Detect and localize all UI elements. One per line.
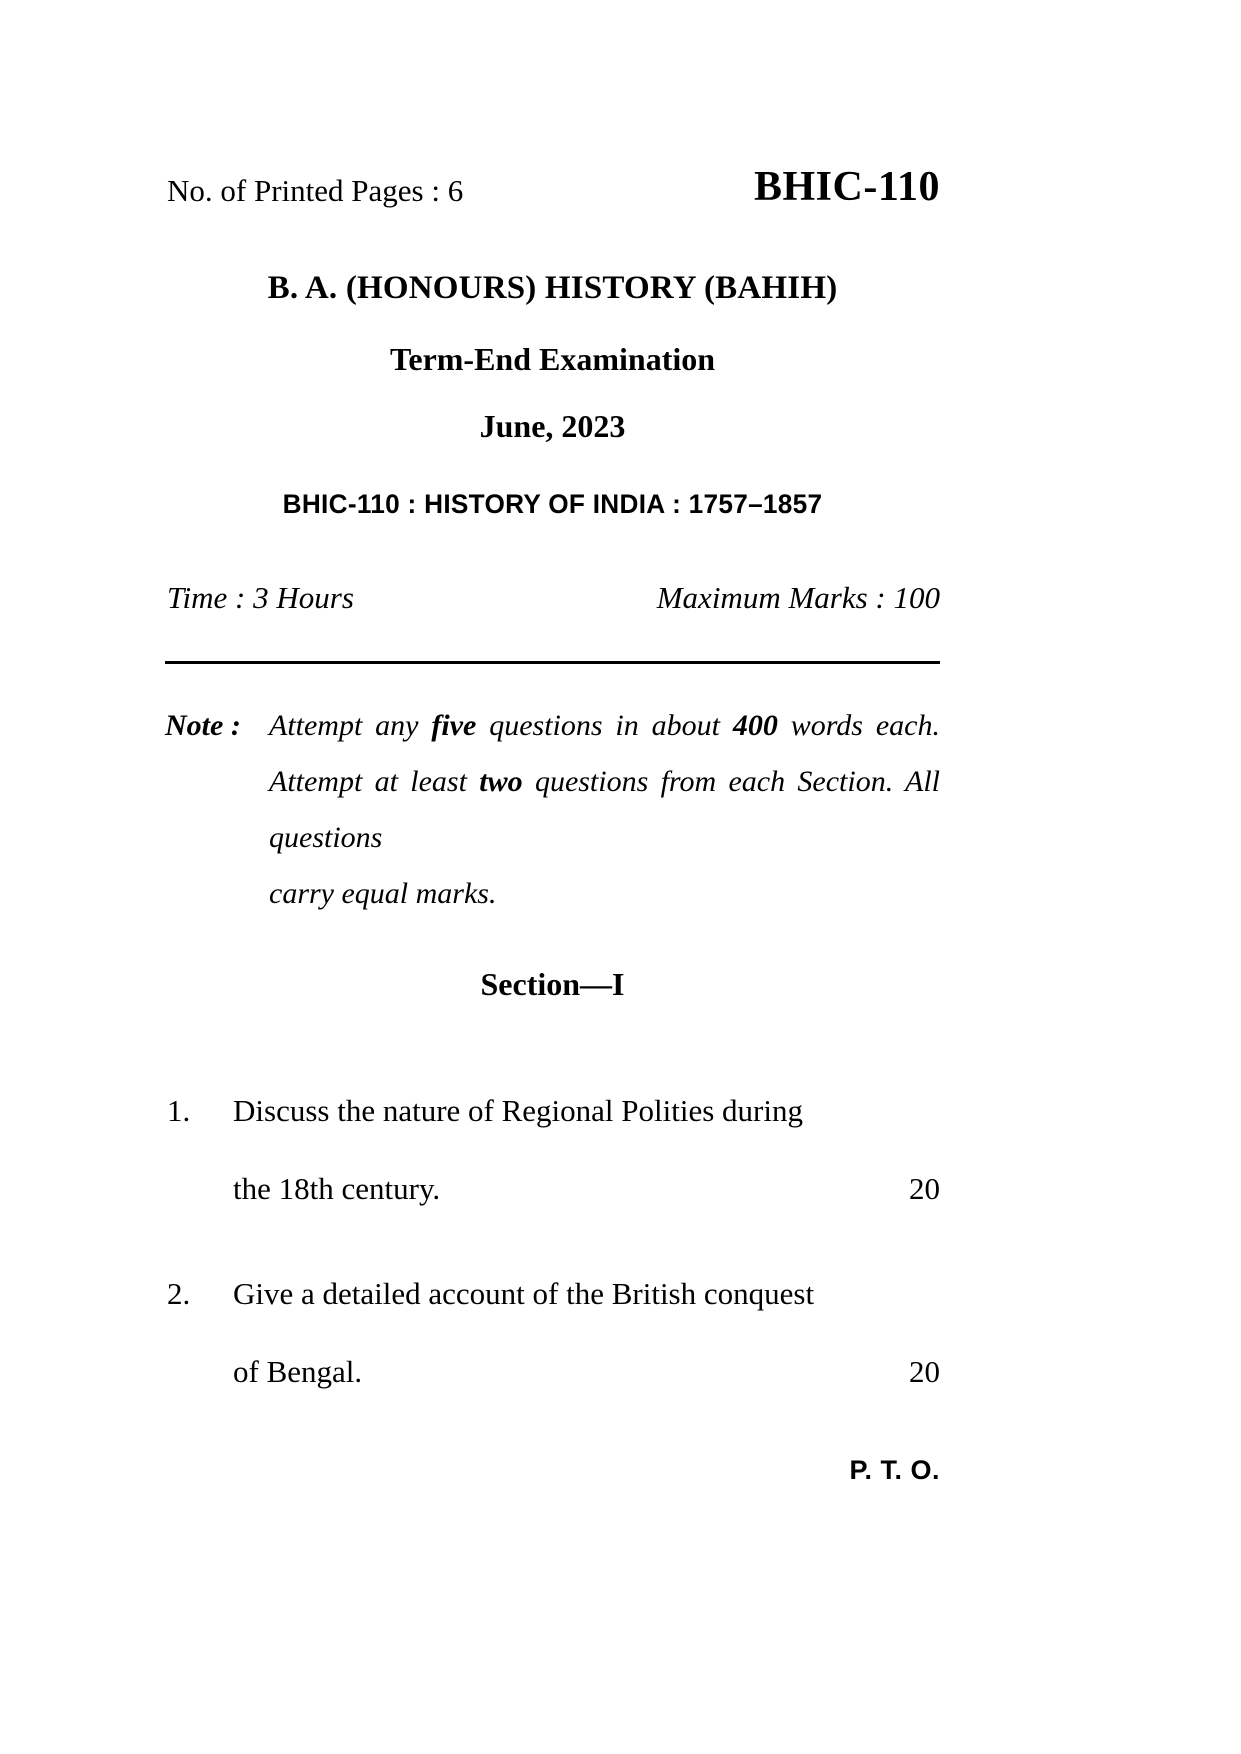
question-last-line: [233, 1150, 940, 1228]
page-turn-over-label: P. T. O.: [849, 1455, 940, 1485]
note-label: Note :: [165, 709, 241, 742]
question-text-line: Give a detailed account of the British conquest: [233, 1276, 815, 1311]
question-text-line: Discuss the nature of Regional Polities during: [233, 1093, 803, 1128]
question-last-line: [233, 1333, 940, 1411]
exam-meta-row: [165, 580, 940, 624]
page-header: [165, 163, 940, 223]
question-item: [165, 1072, 940, 1228]
programme-title: B. A. (HONOURS) HISTORY (BAHIH): [267, 270, 838, 306]
instructions-note: [165, 698, 940, 922]
title-block: [165, 270, 940, 520]
course-code: BHIC-110: [753, 164, 940, 210]
question-item: [165, 1255, 940, 1411]
question-text: [233, 1072, 940, 1228]
note-emphasis-five: five: [431, 709, 477, 742]
maximum-marks: Maximum Marks : 100: [656, 580, 940, 615]
note-body: [269, 698, 940, 922]
note-emphasis-400: 400: [732, 709, 778, 742]
question-text: [233, 1255, 940, 1411]
question-marks: 20: [909, 1171, 940, 1206]
note-text-2: questions in about: [476, 709, 733, 742]
printed-pages-label: No. of Printed Pages : 6: [167, 173, 464, 208]
exam-duration: Time : 3 Hours: [167, 580, 354, 615]
exam-session: June, 2023: [479, 408, 626, 445]
paper-title: BHIC-110 : HISTORY OF INDIA : 1757–1857: [282, 488, 823, 519]
note-last-line: carry equal marks.: [269, 877, 497, 910]
question-marks: 20: [909, 1354, 940, 1389]
question-number: 1.: [167, 1093, 191, 1128]
note-emphasis-two: two: [479, 765, 523, 798]
section-heading: Section—I: [480, 966, 625, 1002]
note-text-3: words each. Attempt at least: [269, 709, 940, 798]
note-text-1: Attempt any: [269, 709, 432, 742]
question-number: 2.: [167, 1276, 191, 1311]
header-divider: [165, 661, 940, 664]
question-last-line-text: the 18th century.: [233, 1171, 441, 1206]
exam-type: Term-End Examination: [389, 341, 716, 378]
question-last-line-text: of Bengal.: [233, 1354, 363, 1389]
note-text-4: questions from each Section. All questions: [269, 765, 940, 854]
